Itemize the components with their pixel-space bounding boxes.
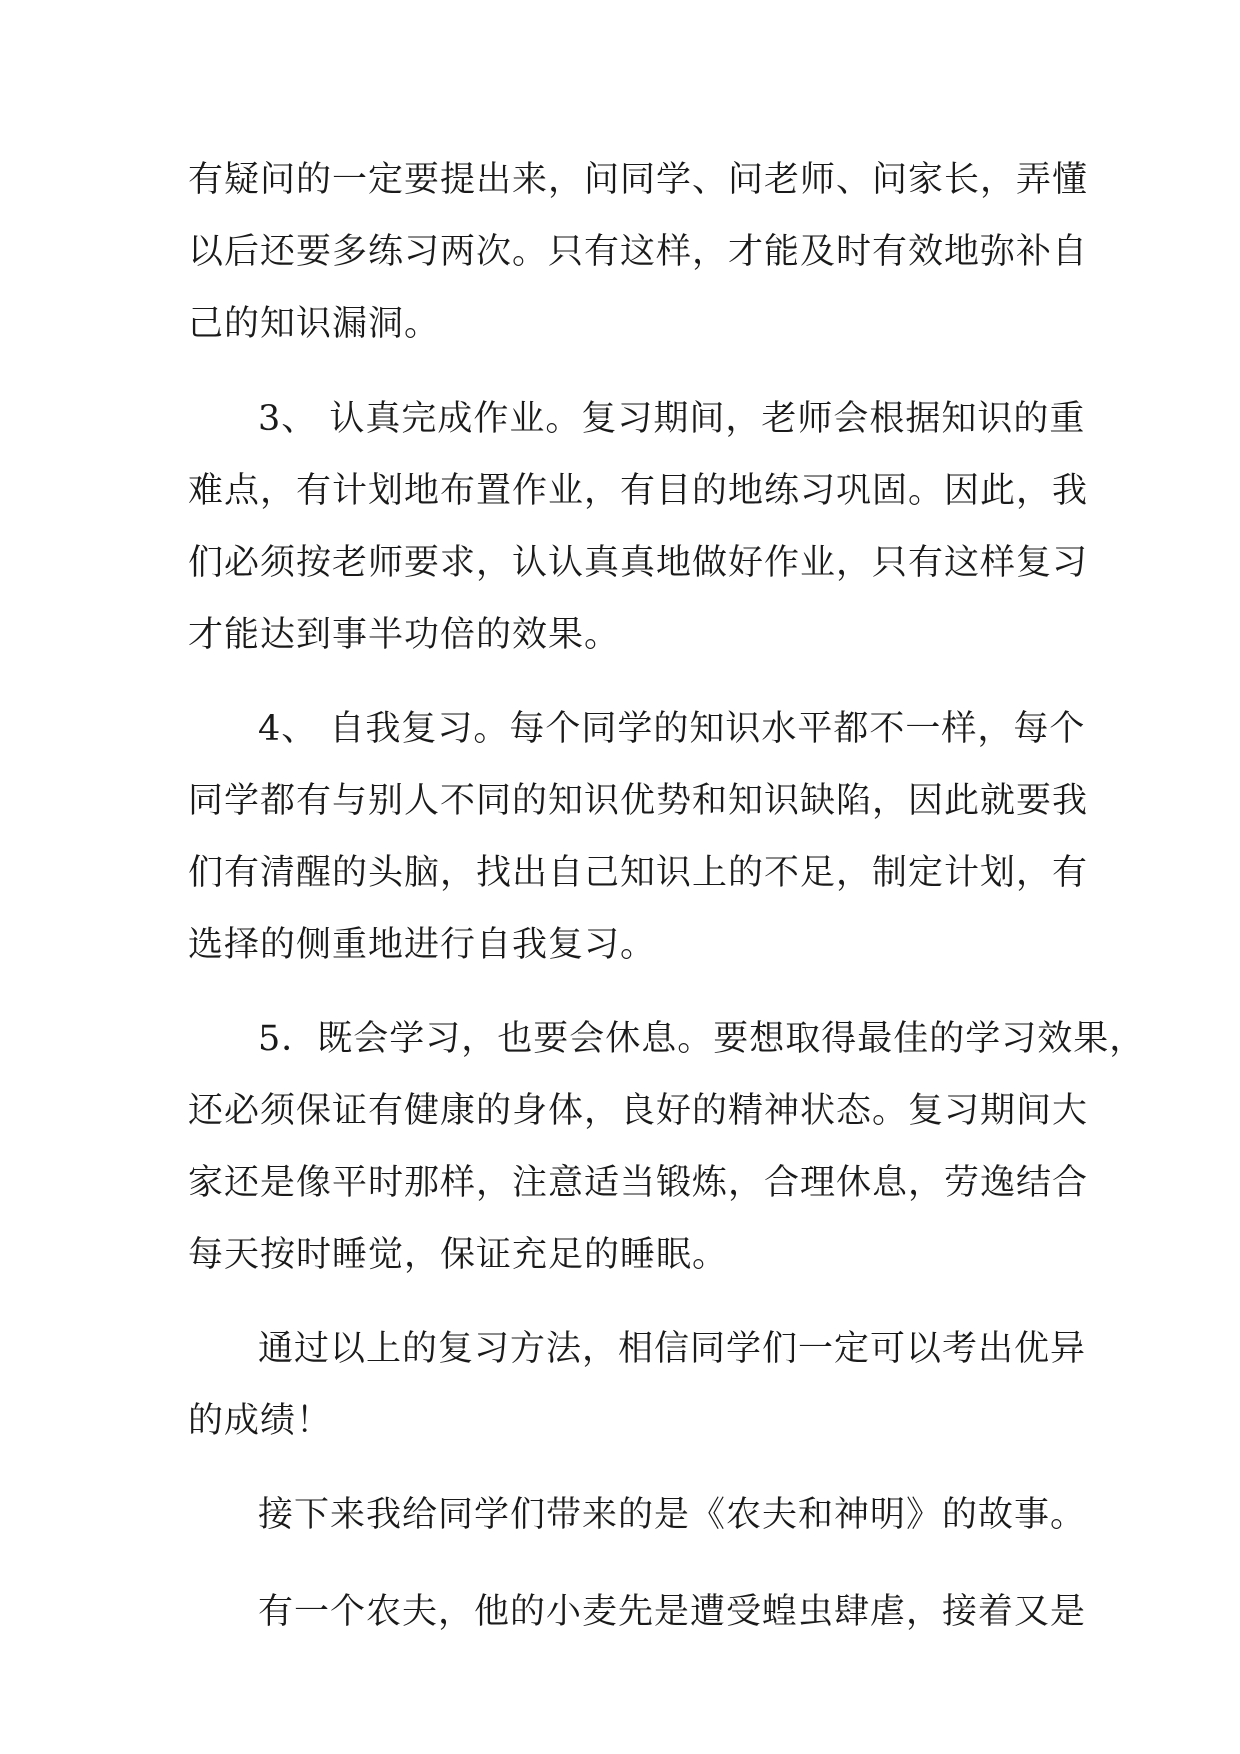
text-line: 有疑问的一定要提出来，问同学、问老师、问家长，弄懂: [188, 160, 1089, 200]
text-line: 有一个农夫，他的小麦先是遭受蝗虫肆虐，接着又是: [258, 1592, 1087, 1632]
text-line: 3、 认真完成作业。复习期间，老师会根据知识的重: [258, 399, 1086, 439]
text-line: 通过以上的复习方法，相信同学们一定可以考出优异: [258, 1329, 1087, 1369]
text-line: 们必须按老师要求，认认真真地做好作业，只有这样复习: [188, 543, 1089, 583]
text-line: 才能达到事半功倍的效果。: [188, 615, 621, 655]
text-line: 4、 自我复习。每个同学的知识水平都不一样，每个: [258, 709, 1086, 749]
text-line: 以后还要多练习两次。只有这样，才能及时有效地弥补自: [188, 232, 1089, 272]
text-line: 难点，有计划地布置作业，有目的地练习巩固。因此，我: [188, 471, 1089, 511]
text-line: 己的知识漏洞。: [188, 304, 441, 344]
text-line: 家还是像平时那样，注意适当锻炼，合理休息，劳逸结合: [188, 1163, 1089, 1203]
text-line: 选择的侧重地进行自我复习。: [188, 925, 657, 965]
text-line: 接下来我给同学们带来的是《农夫和神明》的故事。: [258, 1495, 1087, 1535]
text-line: 们有清醒的头脑，找出自己知识上的不足，制定计划，有: [188, 853, 1089, 893]
text-line: 每天按时睡觉，保证充足的睡眠。: [188, 1235, 729, 1275]
text-line: 还必须保证有健康的身体，良好的精神状态。复习期间大: [188, 1091, 1089, 1131]
text-line: 5．既会学习，也要会休息。要想取得最佳的学习效果，: [258, 1019, 1146, 1059]
text-line: 同学都有与别人不同的知识优势和知识缺陷，因此就要我: [188, 781, 1089, 821]
text-line: 的成绩！: [188, 1401, 333, 1441]
